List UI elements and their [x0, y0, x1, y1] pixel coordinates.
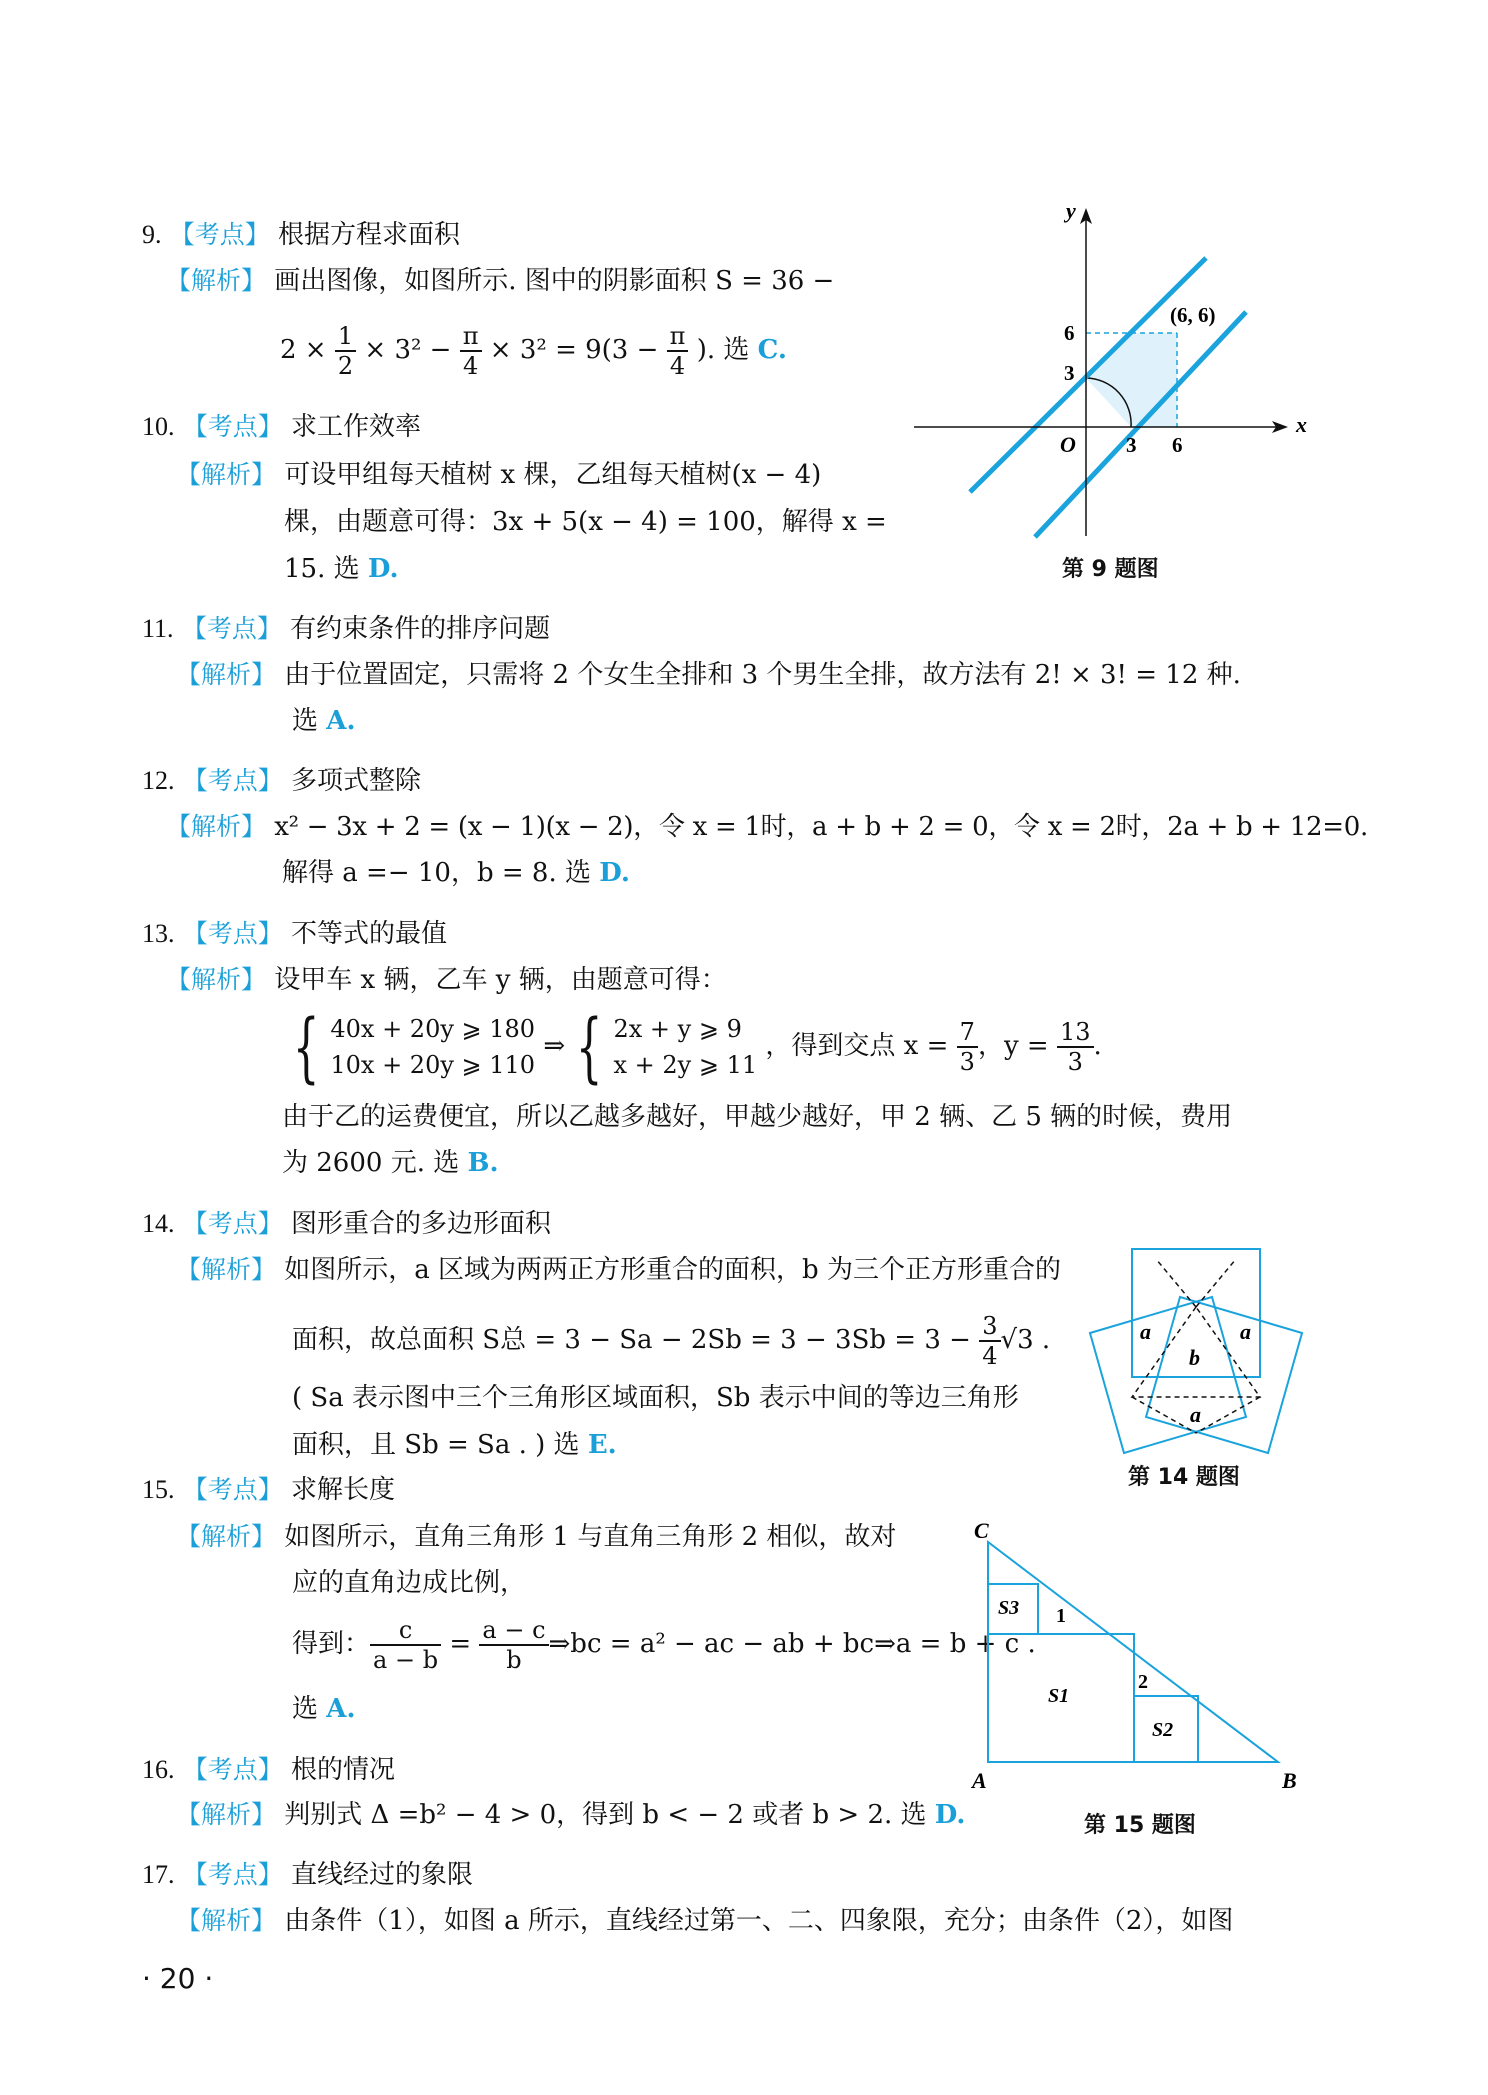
q13-line-1: 设甲车 x 辆，乙车 y 辆，由题意可得： — [274, 965, 727, 995]
left-brace: { — [292, 1002, 320, 1091]
q15-analysis — [176, 1520, 896, 1554]
fraction-pi-quarter-2: $\frac{\pi}{4}$ — [667, 322, 689, 380]
q17-topic: 直线经过的象限 — [291, 1860, 474, 1890]
q12-topic: 多项式整除 — [291, 766, 422, 796]
kaodian-tag: 【考点】 — [182, 1209, 283, 1238]
q15-line-4 — [292, 1692, 356, 1726]
q13-intersection-text: ，得到交点 x = — [765, 1031, 949, 1061]
fraction-y: $\frac{13}{3}$ — [1057, 1018, 1094, 1076]
q9-formula-part: × 3² = 9(3 − — [489, 335, 659, 365]
q16-answer: D. — [934, 1800, 966, 1830]
x-tick-6: 6 — [1172, 433, 1183, 457]
q17-header — [142, 1858, 473, 1892]
q16-topic: 根的情况 — [291, 1755, 396, 1785]
y-tick-6: 6 — [1064, 321, 1075, 345]
label-s3: S3 — [998, 1597, 1020, 1619]
q12-header — [142, 764, 421, 798]
q15-line-1: 如图所示，直角三角形 1 与直角三角形 2 相似，故对 — [284, 1522, 897, 1552]
system-1: 40x + 20y ⩾ 180 10x + 20y ⩾ 110 — [330, 1015, 536, 1079]
triangle-1-label: 1 — [1056, 1605, 1066, 1627]
x-tick-3: 3 — [1126, 433, 1137, 457]
q10-line-2: 棵，由题意可得：3x + 5(x − 4) = 100，解得 x = — [284, 507, 887, 537]
region-a-bottom: a — [1190, 1402, 1201, 1427]
q14-line-2 — [292, 1308, 1050, 1372]
q11-line-2 — [292, 704, 356, 738]
q13-line-4-text: 为 2600 元. 选 — [282, 1148, 460, 1178]
q15-derivation: ⇒bc = a² − ac − ab + bc⇒a = b + c . — [548, 1629, 1036, 1659]
q12-line-1: x² − 3x + 2 = (x − 1)(x − 2)，令 x = 1时，a + b + 2 = 0，令 x = 2时，2a + b + 12=0. — [274, 812, 1368, 842]
kaodian-tag: 【考点】 — [182, 1475, 283, 1504]
q11-answer: A. — [326, 706, 356, 736]
system-2: 2x + y ⩾ 9 x + 2y ⩾ 11 — [613, 1015, 758, 1079]
q13-header — [142, 917, 447, 951]
q9-header — [142, 218, 460, 252]
q12-answer: D. — [599, 858, 630, 888]
q14-topic: 图形重合的多边形面积 — [291, 1209, 552, 1239]
q13-line-4 — [282, 1146, 499, 1180]
fraction-one-half: $\frac{1}{2}$ — [335, 322, 356, 380]
q10-number: 10. — [142, 412, 175, 441]
y-axis-label: y — [1066, 200, 1076, 223]
equals-sign: = — [449, 1629, 472, 1659]
q9-analysis — [166, 264, 834, 298]
kaodian-tag: 【考点】 — [182, 766, 283, 795]
q17-analysis — [176, 1904, 1233, 1938]
q15-answer: A. — [326, 1694, 356, 1724]
jiexi-tag: 【解析】 — [166, 812, 267, 841]
q13-system — [282, 1002, 1102, 1091]
square-left — [1090, 1297, 1246, 1453]
q13-y-text: ，y = — [977, 1031, 1049, 1061]
jiexi-tag: 【解析】 — [176, 1800, 277, 1829]
q14-line-4-text: 面积，且 Sb = Sa . ) 选 — [292, 1430, 580, 1460]
q14-analysis — [176, 1253, 1061, 1287]
q17-line-1: 由条件（1），如图 a 所示，直线经过第一、二、四象限，充分；由条件（2），如图 — [284, 1906, 1234, 1936]
q14-line-1: 如图所示，a 区域为两两正方形重合的面积，b 为三个正方形重合的 — [284, 1255, 1061, 1285]
q16-line-1: 判别式 Δ =b² − 4 > 0，得到 b < − 2 或者 b > 2. 选 — [284, 1800, 927, 1830]
jiexi-tag: 【解析】 — [176, 1906, 277, 1935]
q13-answer: B. — [467, 1148, 499, 1178]
vertex-c: C — [974, 1522, 989, 1543]
kaodian-tag: 【考点】 — [182, 919, 283, 948]
point-label: (6, 6) — [1170, 303, 1216, 327]
region-b: b — [1189, 1345, 1200, 1370]
figure-15 — [962, 1522, 1322, 1802]
q13-topic: 不等式的最值 — [291, 919, 448, 949]
q9-answer: C. — [757, 335, 787, 365]
jiexi-tag: 【解析】 — [166, 266, 267, 295]
label-s2: S2 — [1152, 1719, 1174, 1741]
q14-header — [142, 1207, 551, 1241]
dashed-line — [1132, 1397, 1196, 1433]
q10-analysis — [176, 458, 821, 492]
q10-line-3-text: 15. 选 — [284, 554, 360, 584]
kaodian-tag: 【考点】 — [182, 1755, 283, 1784]
q14-number: 14. — [142, 1209, 175, 1238]
q13-number: 13. — [142, 919, 175, 948]
kaodian-tag: 【考点】 — [169, 220, 270, 249]
jiexi-tag: 【解析】 — [176, 460, 277, 489]
q11-number: 11. — [142, 614, 174, 643]
figure-9 — [910, 200, 1320, 540]
q16-number: 16. — [142, 1755, 175, 1784]
kaodian-tag: 【考点】 — [182, 412, 283, 441]
figure-14 — [1080, 1245, 1320, 1465]
kaodian-tag: 【考点】 — [181, 614, 282, 643]
q10-line-3 — [284, 552, 399, 586]
q12-analysis — [166, 810, 1368, 844]
triangle-2-label: 2 — [1138, 1671, 1148, 1693]
label-s1: S1 — [1048, 1685, 1070, 1707]
q14-line-3: ( Sa 表示图中三个三角形区域面积，Sb 表示中间的等边三角形 — [292, 1383, 1019, 1413]
square-right — [1146, 1297, 1302, 1453]
q14-line-2-text: 面积，故总面积 S总 = 3 − Sa − 2Sb = 3 − 3Sb = 3 − — [292, 1325, 971, 1355]
q15-line-4-text: 选 — [292, 1694, 319, 1724]
x-axis-label: x — [1296, 412, 1307, 437]
q10-line-1: 可设甲组每天植树 x 棵，乙组每天植树(x − 4) — [284, 460, 822, 490]
q11-header — [142, 612, 550, 646]
implies-arrow: ⇒ — [543, 1031, 566, 1061]
region-a-right: a — [1240, 1319, 1251, 1344]
left-brace: { — [576, 1002, 603, 1091]
region-a-left: a — [1140, 1319, 1151, 1344]
q14-answer: E. — [587, 1430, 617, 1460]
q9-formula-part: ). 选 — [696, 335, 750, 365]
fraction-a-minus-c-over-b: $\frac{a - c}{b}$ — [479, 1616, 548, 1674]
page-number: · 20 · — [142, 1962, 214, 1995]
dashed-line — [1156, 1259, 1196, 1307]
q12-number: 12. — [142, 766, 175, 795]
q15-line-3-text: 得到： — [292, 1629, 371, 1659]
q15-header — [142, 1473, 395, 1507]
q13-line-3: 由于乙的运费便宜，所以乙越多越好，甲越少越好，甲 2 辆、乙 5 辆的时候，费用 — [282, 1102, 1233, 1132]
q15-line-3 — [292, 1612, 1036, 1676]
jiexi-tag: 【解析】 — [176, 1522, 277, 1551]
origin-label: O — [1060, 432, 1076, 457]
q11-line-2-text: 选 — [292, 706, 319, 736]
q12-line-2-text: 解得 a =− 10，b = 8. 选 — [282, 858, 591, 888]
q15-topic: 求解长度 — [291, 1475, 396, 1505]
q12-line-2 — [282, 856, 630, 890]
q17-number: 17. — [142, 1860, 175, 1889]
q10-header — [142, 410, 421, 444]
q10-answer: D. — [367, 554, 399, 584]
q11-topic: 有约束条件的排序问题 — [290, 614, 551, 644]
q15-line-2: 应的直角边成比例， — [292, 1568, 527, 1598]
q14-line-4 — [292, 1428, 617, 1462]
fraction-c-over-a-minus-b: $\frac{c}{a - b}$ — [370, 1616, 441, 1674]
q15-number: 15. — [142, 1475, 175, 1504]
jiexi-tag: 【解析】 — [176, 1255, 277, 1284]
q16-header — [142, 1753, 395, 1787]
figure-14-caption: 第 14 题图 — [1128, 1465, 1240, 1490]
vertex-a: A — [972, 1768, 987, 1793]
dashed-line — [1196, 1397, 1260, 1433]
figure-15-caption: 第 15 题图 — [1084, 1813, 1196, 1838]
q9-formula-part: × 3² − — [364, 335, 452, 365]
q13-period: . — [1093, 1031, 1102, 1061]
q11-line-1: 由于位置固定，只需将 2 个女生全排和 3 个男生全排，故方法有 2! × 3! = 12 种. — [284, 660, 1241, 690]
figure-9-caption: 第 9 题图 — [1062, 557, 1159, 582]
fraction-three-quarters: $\frac{3}{4}$ — [979, 1312, 1000, 1370]
q11-analysis — [176, 658, 1241, 692]
q9-formula-part: 2 × — [280, 335, 327, 365]
q10-topic: 求工作效率 — [291, 412, 422, 442]
dashed-line — [1196, 1259, 1236, 1307]
jiexi-tag: 【解析】 — [176, 660, 277, 689]
fraction-x: $\frac{7}{3}$ — [957, 1018, 978, 1076]
q16-analysis — [176, 1798, 965, 1832]
q9-line-1: 画出图像，如图所示. 图中的阴影面积 S = 36 − — [274, 266, 835, 296]
y-tick-3: 3 — [1064, 361, 1075, 385]
fraction-pi-quarter: $\frac{\pi}{4}$ — [460, 322, 482, 380]
q9-topic: 根据方程求面积 — [278, 220, 461, 250]
jiexi-tag: 【解析】 — [166, 965, 267, 994]
q13-analysis — [166, 963, 727, 997]
kaodian-tag: 【考点】 — [182, 1860, 283, 1889]
q9-formula — [280, 318, 787, 382]
q9-number: 9. — [142, 220, 162, 249]
q14-sqrt: √3 . — [1000, 1325, 1051, 1355]
vertex-b: B — [1282, 1768, 1297, 1793]
